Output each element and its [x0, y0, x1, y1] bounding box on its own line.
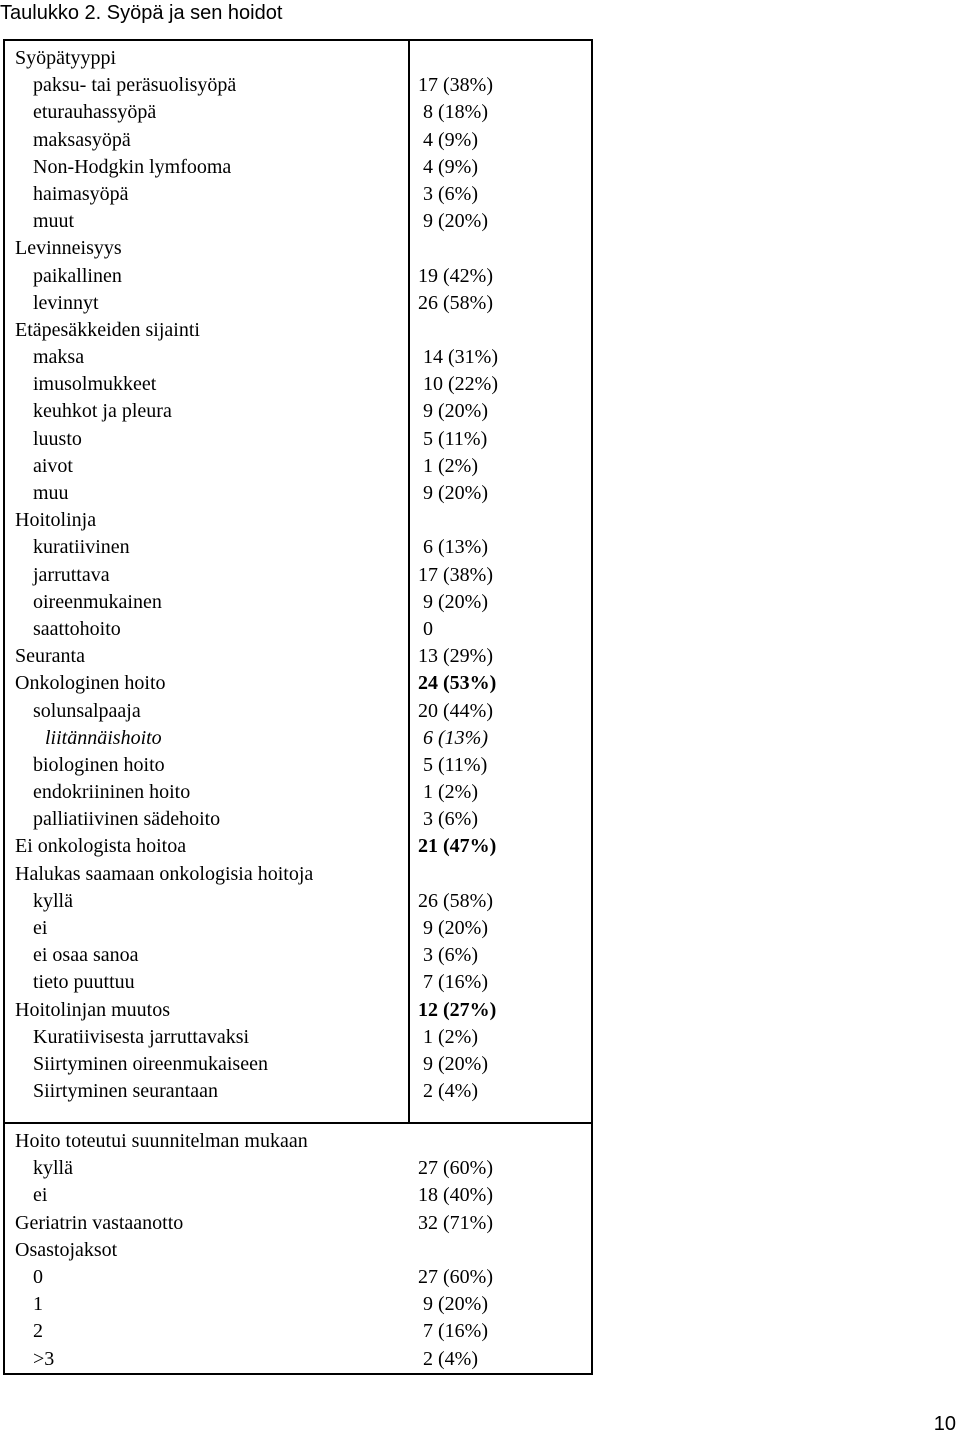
- table-row: [5, 1024, 591, 1051]
- table-row: [5, 290, 591, 317]
- row-value: 4 (9%): [418, 155, 478, 178]
- table-row: [5, 263, 591, 290]
- table-row: [5, 371, 591, 398]
- row-value: 5 (11%): [418, 753, 488, 776]
- row-value: 3 (6%): [418, 808, 478, 831]
- row-label: eturauhassyöpä: [33, 101, 157, 124]
- row-value: 2 (4%): [418, 1347, 478, 1370]
- row-value: 7 (16%): [418, 1320, 488, 1343]
- row-value: 19 (42%): [418, 264, 493, 287]
- row-value: 9 (20%): [418, 917, 488, 939]
- row-value: 1 (2%): [418, 454, 478, 477]
- table-row: [5, 969, 591, 996]
- table-row: [5, 72, 591, 99]
- row-label: solunsalpaaja: [33, 699, 141, 722]
- table-row: [5, 861, 591, 888]
- row-label: 2: [33, 1320, 43, 1343]
- row-value: 14 (31%): [418, 346, 498, 369]
- row-label: jarruttava: [33, 563, 110, 586]
- row-label: Syöpätyyppi: [15, 47, 117, 69]
- row-label: maksa: [33, 346, 85, 369]
- row-value: 2 (4%): [418, 1080, 478, 1103]
- table-row: [5, 426, 591, 453]
- row-value: 32 (71%): [418, 1211, 493, 1234]
- table-row: [5, 888, 591, 915]
- row-label: haimasyöpä: [33, 182, 129, 205]
- row-value: 20 (44%): [418, 699, 493, 722]
- row-value: 1 (2%): [418, 1025, 478, 1048]
- row-value: 5 (11%): [418, 427, 488, 450]
- row-label: Hoitolinjan muutos: [15, 998, 170, 1021]
- row-label: imusolmukkeet: [33, 373, 157, 396]
- row-value: 26 (58%): [418, 291, 493, 314]
- table-section-bottom: [5, 1128, 591, 1373]
- row-label: tieto puuttuu: [33, 971, 135, 994]
- table-row: [5, 1237, 591, 1264]
- table-row: [5, 725, 591, 752]
- row-label: Kuratiivisesta jarruttavaksi: [33, 1025, 250, 1048]
- row-label: biologinen hoito: [33, 753, 165, 776]
- row-label: muu: [33, 482, 69, 504]
- row-label: Hoito toteutui suunnitelman mukaan: [15, 1130, 308, 1152]
- table-row: [5, 997, 591, 1024]
- row-label: ei osaa sanoa: [33, 944, 139, 967]
- row-label: luusto: [33, 427, 82, 450]
- row-value: 9 (20%): [418, 1293, 488, 1316]
- row-label: palliatiivinen sädehoito: [33, 808, 221, 831]
- row-value: 17 (38%): [418, 74, 493, 97]
- row-label: Hoitolinja: [15, 509, 97, 532]
- table-caption: Taulukko 2. Syöpä ja sen hoidot: [0, 2, 283, 24]
- row-label: levinnyt: [33, 291, 99, 314]
- row-value: 10 (22%): [418, 373, 498, 396]
- page-number: 10: [933, 1413, 956, 1435]
- table-row: [5, 154, 591, 181]
- table-row: [5, 1078, 591, 1105]
- table-row: [5, 1291, 591, 1318]
- row-value: 26 (58%): [418, 889, 493, 912]
- row-value: 1 (2%): [418, 781, 478, 804]
- table-row: [5, 589, 591, 616]
- row-label: >3: [33, 1347, 55, 1370]
- table-row: [5, 235, 591, 262]
- row-label: Ei onkologista hoitoa: [15, 835, 187, 858]
- table-row: [5, 752, 591, 779]
- row-label: liitännäishoito: [45, 726, 162, 749]
- row-label: Siirtyminen seurantaan: [33, 1080, 218, 1103]
- data-table: [3, 39, 593, 1375]
- table-row: [5, 670, 591, 697]
- table-row: [5, 1155, 591, 1182]
- row-label: 0: [33, 1265, 43, 1288]
- row-label: keuhkot ja pleura: [33, 400, 172, 423]
- row-label: Levinneisyys: [15, 237, 122, 260]
- row-label: Geriatrin vastaanotto: [15, 1211, 184, 1234]
- table-row: [5, 915, 591, 942]
- table-row: [5, 562, 591, 589]
- row-value: 7 (16%): [418, 971, 488, 994]
- table-row: [5, 1210, 591, 1237]
- table-row: [5, 806, 591, 833]
- table-section-top: [5, 45, 591, 1105]
- table-row: [5, 127, 591, 154]
- row-value: 8 (18%): [418, 101, 488, 124]
- row-value: 9 (20%): [418, 590, 488, 613]
- row-label: ei: [33, 917, 48, 939]
- row-value: 12 (27%): [418, 998, 497, 1021]
- table-row: [5, 317, 591, 344]
- row-label: kyllä: [33, 889, 73, 912]
- row-value: 9 (20%): [418, 482, 488, 504]
- row-label: paikallinen: [33, 264, 122, 287]
- row-label: kuratiivinen: [33, 536, 130, 559]
- row-label: aivot: [33, 454, 73, 477]
- table-row: [5, 45, 591, 72]
- table-row: [5, 1051, 591, 1078]
- table-row: [5, 344, 591, 371]
- row-label: oireenmukainen: [33, 590, 162, 613]
- table-row: [5, 1128, 591, 1155]
- table-row: [5, 1346, 591, 1373]
- row-value: 24 (53%): [418, 672, 497, 695]
- row-label: Onkologinen hoito: [15, 672, 166, 695]
- row-label: 1: [33, 1293, 43, 1316]
- table-row: [5, 534, 591, 561]
- section-divider: [5, 1122, 591, 1124]
- row-label: saattohoito: [33, 617, 121, 640]
- table-row: [5, 833, 591, 860]
- row-label: Siirtyminen oireenmukaiseen: [33, 1052, 268, 1075]
- row-label: ei: [33, 1184, 48, 1207]
- row-label: maksasyöpä: [33, 128, 131, 151]
- row-label: Halukas saamaan onkologisia hoitoja: [15, 862, 314, 885]
- row-value: 9 (20%): [418, 1052, 488, 1075]
- row-value: 6 (13%): [418, 536, 488, 559]
- row-value: 9 (20%): [418, 400, 488, 423]
- table-row: [5, 480, 591, 507]
- table-row: [5, 942, 591, 969]
- table-row: [5, 453, 591, 480]
- table-row: [5, 99, 591, 126]
- table-row: [5, 181, 591, 208]
- table-row: [5, 208, 591, 235]
- table-row: [5, 779, 591, 806]
- row-value: 3 (6%): [418, 944, 478, 967]
- row-value: 27 (60%): [418, 1265, 493, 1288]
- row-label: endokriininen hoito: [33, 781, 191, 804]
- row-value: 27 (60%): [418, 1157, 493, 1180]
- row-value: 21 (47%): [418, 835, 497, 858]
- table-row: [5, 616, 591, 643]
- row-value: 9 (20%): [418, 210, 488, 233]
- table-row: [5, 698, 591, 725]
- row-label: kyllä: [33, 1157, 73, 1180]
- table-row: [5, 1182, 591, 1209]
- row-label: paksu- tai peräsuolisyöpä: [33, 74, 237, 97]
- table-row: [5, 398, 591, 425]
- row-label: Osastojaksot: [15, 1238, 118, 1261]
- row-value: 4 (9%): [418, 128, 478, 151]
- row-label: Non-Hodgkin lymfooma: [33, 155, 232, 178]
- table-row: [5, 1318, 591, 1345]
- row-value: 13 (29%): [418, 645, 493, 668]
- table-row: [5, 1264, 591, 1291]
- table-row: [5, 643, 591, 670]
- row-value: 17 (38%): [418, 563, 493, 586]
- row-value: 0: [418, 617, 433, 640]
- table-row: [5, 507, 591, 534]
- row-label: Etäpesäkkeiden sijainti: [15, 318, 200, 341]
- row-value: 18 (40%): [418, 1184, 493, 1207]
- row-label: muut: [33, 210, 75, 233]
- row-value: 6 (13%): [418, 726, 488, 749]
- row-label: Seuranta: [15, 645, 85, 668]
- row-value: 3 (6%): [418, 182, 478, 205]
